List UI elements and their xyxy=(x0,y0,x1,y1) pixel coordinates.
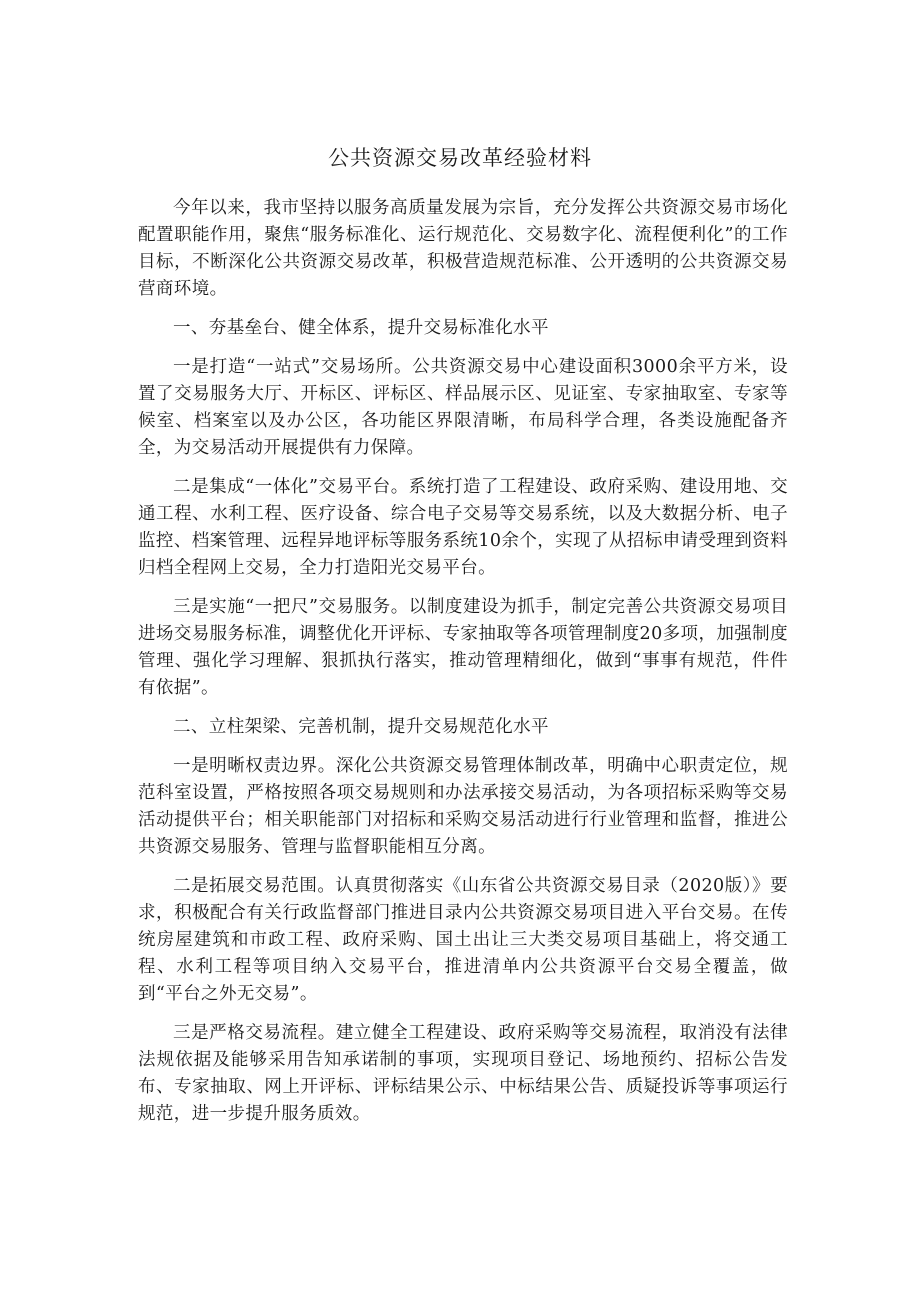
document-title: 公共资源交易改革经验材料 xyxy=(328,146,592,170)
section-2-paragraph-3: 三是严格交易流程。建立健全工程建设、政府采购等交易流程，取消没有法律法规依据及能够采用告知承诺制的事项，实现项目登记、场地预约、招标公告发布、专家抽取、网上开评标、评标结果公示、中标结果公告、质疑投诉等事项运行规范，进一步提升服务质效。 xyxy=(138,1023,788,1124)
section-2-paragraph-1: 一是明晰权责边界。深化公共资源交易管理体制改革，明确中心职责定位，规范科室设置，严格按照各项交易规则和办法承接交易活动，为各项招标采购等交易活动提供平台；相关职能部门对招标和采购交易活动进行行业管理和监督，推进公共资源交易服务、管理与监督职能相互分离。 xyxy=(138,756,788,857)
intro-paragraph: 今年以来，我市坚持以服务高质量发展为宗旨，充分发挥公共资源交易市场化配置职能作用，聚焦“服务标准化、运行规范化、交易数字化、流程便利化”的工作目标，不断深化公共资源交易改革，积极营造规范标准、公开透明的公共资源交易营商环境。 xyxy=(138,198,788,299)
section-2-heading: 二、立柱架梁、完善机制，提升交易规范化水平 xyxy=(173,717,549,737)
document-body xyxy=(138,195,788,1140)
section-1-paragraph-3: 三是实施“一把尺”交易服务。以制度建设为抓手，制定完善公共资源交易项目进场交易服务标准，调整优化开评标、专家抽取等各项管理制度20多项，加强制度管理、强化学习理解、狠抓执行落实，推动管理精细化，做到“事事有规范，件件有依据”。 xyxy=(138,597,788,698)
section-1-paragraph-2: 二是集成“一体化”交易平台。系统打造了工程建设、政府采购、建设用地、交通工程、水利工程、医疗设备、综合电子交易等交易系统，以及大数据分析、电子监控、档案管理、远程异地评标等服务系统10余个，实现了从招标申请受理到资料归档全程网上交易，全力打造阳光交易平台。 xyxy=(138,477,788,578)
section-2-paragraph-2: 二是拓展交易范围。认真贯彻落实《山东省公共资源交易目录（2020版）》要求，积极配合有关行政监督部门推进目录内公共资源交易项目进入平台交易。在传统房屋建筑和市政工程、政府采购、国土出让三大类交易项目基础上，将交通工程、水利工程等项目纳入交易平台，推进清单内公共资源平台交易全覆盖，做到“平台之外无交易”。 xyxy=(138,876,788,1004)
section-1-heading: 一、夯基垒台、健全体系，提升交易标准化水平 xyxy=(173,318,549,338)
section-1-paragraph-1: 一是打造“一站式”交易场所。公共资源交易中心建设面积3000余平方米，设置了交易服务大厅、开标区、评标区、样品展示区、见证室、专家抽取室、专家等候室、档案室以及办公区，各功能区界限清晰，布局科学合理，各类设施配备齐全，为交易活动开展提供有力保障。 xyxy=(138,357,788,458)
